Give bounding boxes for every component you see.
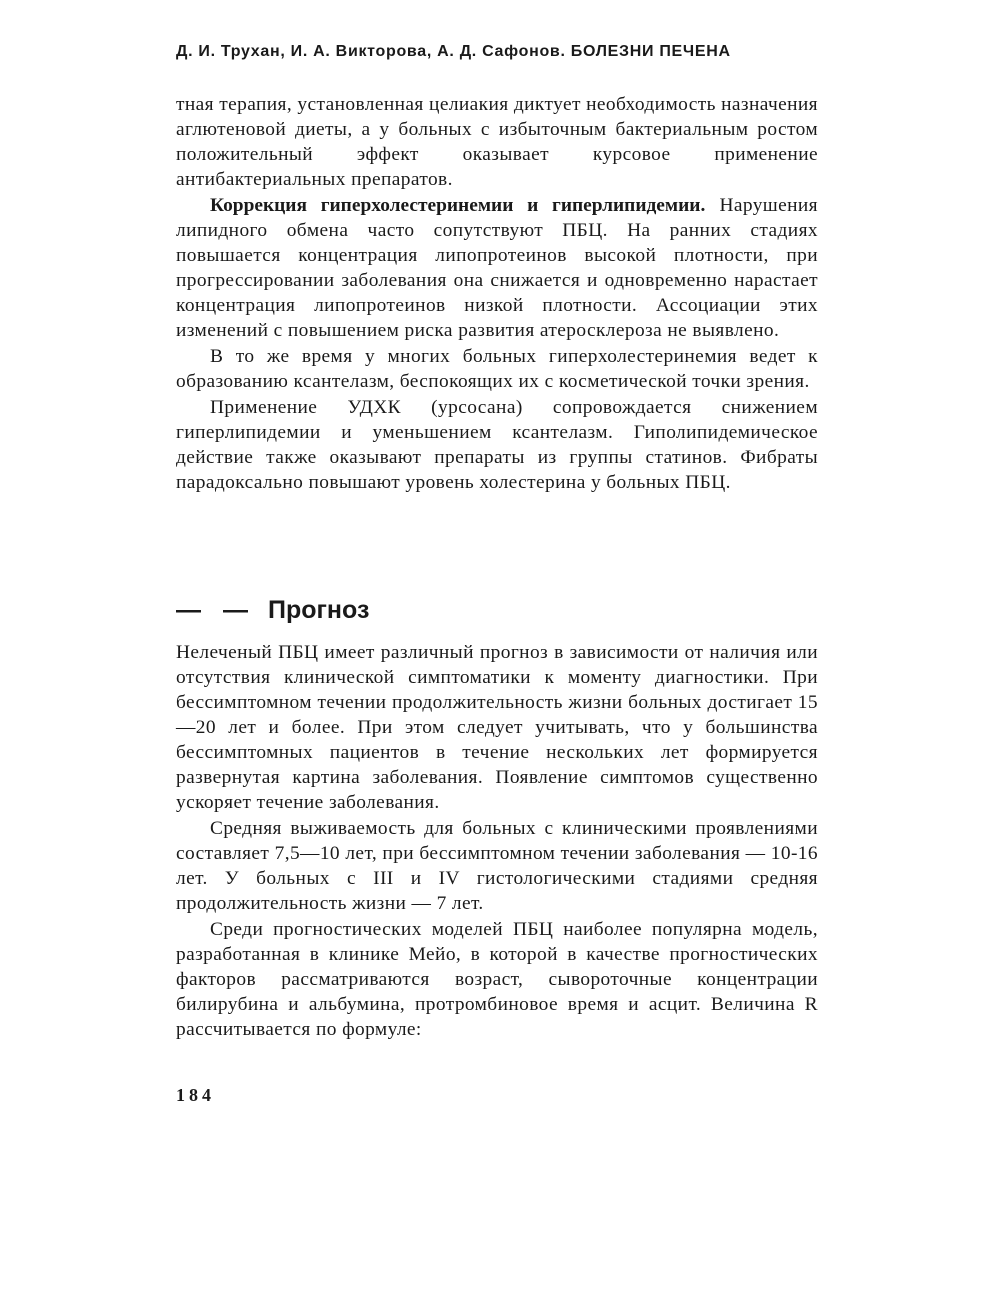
run-in-heading: Коррекция гиперхолестеринемии и гиперлипидемии. bbox=[210, 195, 706, 216]
running-head: Д. И. Трухан, И. А. Викторова, А. Д. Сафонов. БОЛЕЗНИ ПЕЧЕНА bbox=[176, 43, 731, 60]
paragraph-mayo-model bbox=[176, 917, 818, 1042]
paragraph-hypercholesterolemia bbox=[176, 193, 818, 343]
heading-dash: — bbox=[223, 596, 248, 624]
text-block-before-section bbox=[176, 92, 818, 495]
text-block-prognosis bbox=[176, 640, 818, 1042]
paragraph-text: тная терапия, установленная целиакия диктует необходимость назначения аглютеновой диеты, а у больных с избыточным бактериальным ростом положительный эффект оказывает курсовое применение антибактериальных препаратов. bbox=[176, 94, 818, 190]
paragraph-xanthelasma bbox=[176, 344, 818, 394]
section-title: Прогноз bbox=[268, 596, 370, 624]
paragraph-text: Нарушения липидного обмена часто сопутствуют ПБЦ. На ранних стадиях повышается концентрация липопротеинов высокой плотности, при прогрессировании заболевания она снижается и одновременно нарастает концентрация липопротеинов низкой плотности. Ассоциации этих изменений с повышением риска развития атеросклероза не выявлено. bbox=[176, 195, 819, 341]
paragraph-text: Нелеченый ПБЦ имеет различный прогноз в зависимости от наличия или отсутствия клинической симптоматики к моменту диагностики. При бессимптомном течении продолжительность жизни больных достигает 15—20 лет и более. При этом следует учитывать, что у большинства бессимптомных пациентов в течение нескольких лет формируется развернутая картина заболевания. Появление симптомов существенно ускоряет течение заболевания. bbox=[176, 642, 818, 813]
section-heading-prognosis bbox=[176, 596, 369, 625]
paragraph-text: Применение УДХК (урсосана) сопровождается снижением гиперлипидемии и уменьшением ксантелазм. Гиполипидемическое действие также оказывают препараты из группы статинов. Фибраты парадоксально повышают уровень холестерина у больных ПБЦ. bbox=[176, 397, 818, 493]
heading-dash: — bbox=[176, 596, 201, 624]
paragraph-text: Средняя выживаемость для больных с клиническими проявлениями составляет 7,5—10 лет, при бессимптомном течении заболевания — 10-16 лет. У больных с III и IV гистологическими стадиями средняя продолжительность жизни — 7 лет. bbox=[176, 818, 818, 914]
paragraph-udca bbox=[176, 395, 818, 495]
paragraph-continuation bbox=[176, 92, 818, 192]
paragraph-survival bbox=[176, 816, 818, 916]
paragraph-text: В то же время у многих больных гиперхолестеринемия ведет к образованию ксантелазм, беспокоящих их с косметической точки зрения. bbox=[176, 346, 818, 392]
page-number: 184 bbox=[176, 1085, 215, 1105]
paragraph-untreated-pbc bbox=[176, 640, 818, 815]
paragraph-text: Среди прогностических моделей ПБЦ наиболее популярна модель, разработанная в клинике Мейо, в которой в качестве прогностических факторов рассматриваются возраст, сывороточные концентрации билирубина и альбумина, протромбиновое время и асцит. Величина R рассчитывается по формуле: bbox=[176, 919, 818, 1040]
